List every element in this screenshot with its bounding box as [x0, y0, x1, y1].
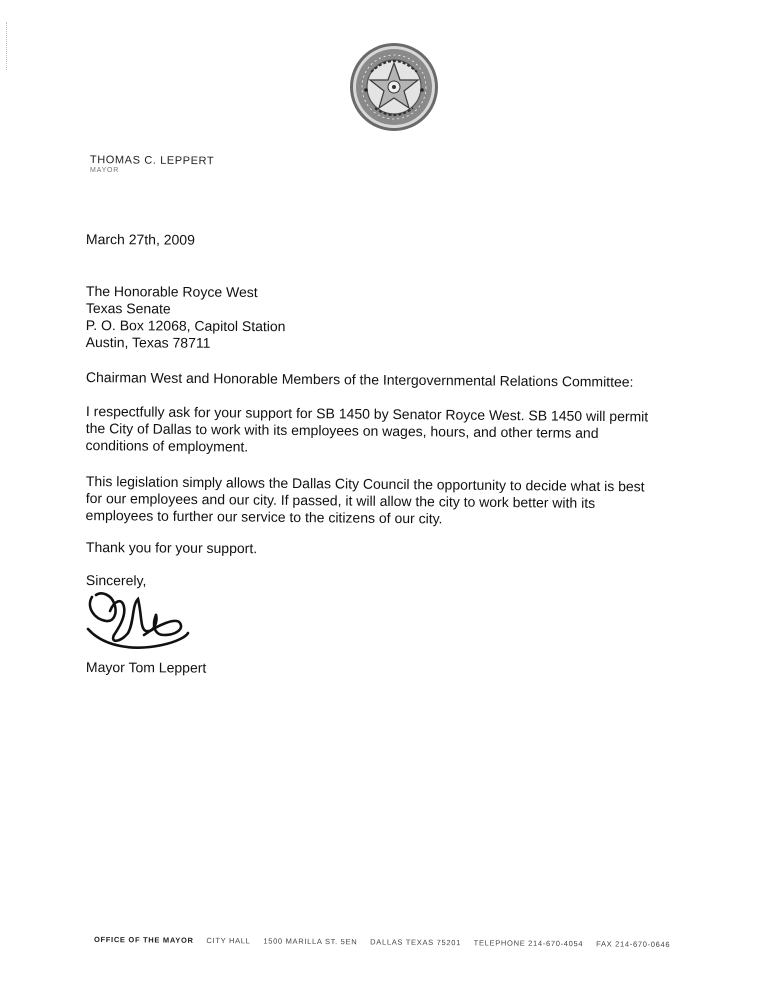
city-seal-icon: [349, 42, 439, 132]
footer-fax: FAX 214-670-0646: [596, 939, 671, 950]
salutation: Chairman West and Honorable Members of the Intergovernmental Relations Committee:: [85, 369, 634, 390]
sender-title: MAYOR: [90, 167, 120, 174]
recipient-line: Texas Senate: [85, 299, 171, 317]
letterhead-footer: [94, 935, 680, 949]
footer-office: OFFICE OF THE MAYOR: [93, 935, 194, 945]
paragraph-request: [86, 403, 696, 460]
recipient-line: Austin, Texas 78711: [85, 333, 211, 351]
paragraph-line: for our employees and our city. If passed, it will allow the city to work better with its: [85, 489, 596, 511]
closing: Sincerely,: [85, 572, 147, 589]
recipient-address: [86, 283, 286, 352]
paragraph-line: the City of Dallas to work with its employees on wages, hours, and other terms and: [85, 419, 599, 441]
signatory-name: Mayor Tom Leppert: [85, 659, 207, 676]
paragraph-line: conditions of employment.: [85, 436, 249, 455]
paragraph-line: employees to further our service to the citizens of our city.: [85, 506, 443, 527]
paragraph-line: I respectfully ask for your support for SB 1450 by Senator Royce West. SB 1450 will permit: [85, 403, 649, 425]
paragraph-line: This legislation simply allows the Dallas City Council the opportunity to decide what is best: [85, 473, 645, 495]
handwritten-signature: [84, 585, 194, 660]
letter-date: March 27th, 2009: [85, 231, 195, 248]
footer-telephone: TELEPHONE 214-670-4054: [473, 938, 584, 949]
paragraph-legislation: [86, 473, 696, 530]
recipient-line: P. O. Box 12068, Capitol Station: [85, 316, 286, 335]
recipient-line: The Honorable Royce West: [85, 283, 258, 301]
footer-city: DALLAS TEXAS 75201: [370, 937, 462, 948]
thanks-line: Thank you for your support.: [85, 539, 258, 557]
footer-street: 1500 MARILLA ST. 5EN: [263, 936, 358, 947]
sender-name: THOMAS C. LEPPERT: [89, 154, 215, 168]
footer-building: CITY HALL: [206, 935, 251, 946]
scan-edge-mark: [6, 22, 9, 70]
